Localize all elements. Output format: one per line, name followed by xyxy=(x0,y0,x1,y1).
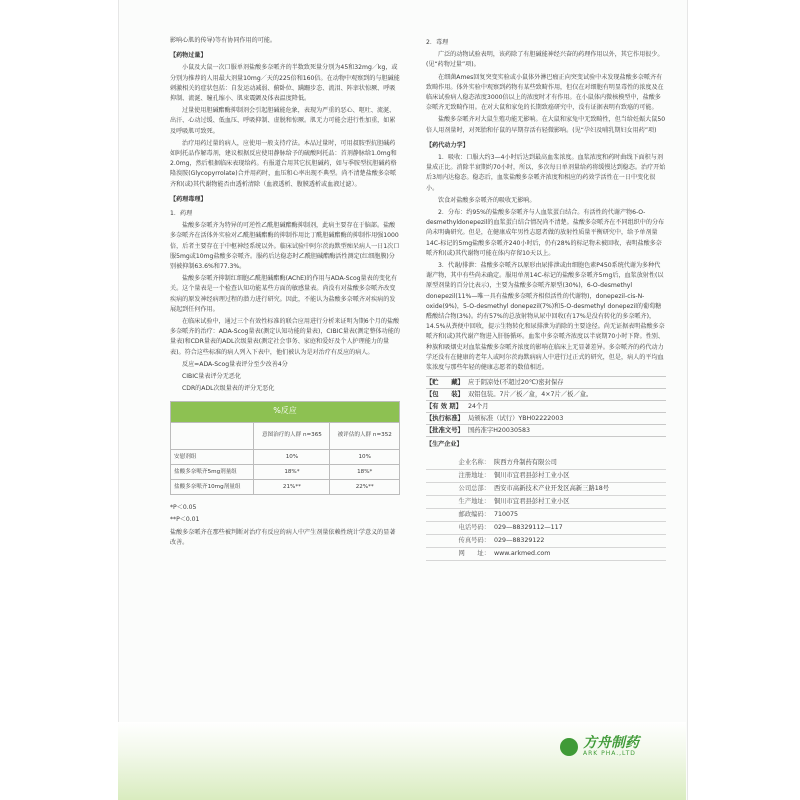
company-row xyxy=(426,470,666,483)
pk-para-1: 1．吸收：口服大约3—4小时后达到最高血浆浓度。血浆浓度和药时曲线下面积与剂量成正比。消除半衰期约70小时，所以，多次每日单剂量给药将缓慢达到稳态。治疗开始后3周内达稳态。稳态后，血浆盐酸多奈哌齐浓度和相应的药效学活性在一日中变化很小。 xyxy=(426,154,666,192)
tox-para-2: 在细菌Ames回复突变实验或小鼠体外淋巴瘤正向突变试验中未发现盐酸多奈哌齐有致畸作用。体外实验中观察到药物有某些致畸作用，但仅在对细胞有明显毒性的浓度及在临床试验病人稳态浓度3000倍以上的浓度时才有作用。在小鼠体内微核模型中，盐酸多奈哌齐无致畸作用。在对大鼠和家兔的长期致癌研究中，没有证据表明有致癌的可能。 xyxy=(426,73,664,112)
package-value: 双铝包装。7片／板／盒，4×7片／板／盒。 xyxy=(468,391,593,399)
cell-value: 18%* xyxy=(254,464,330,479)
pharm-para-2: 盐酸多奈哌齐抑制红细胞乙酰胆碱酯酶(AChE)的作用与ADA-Scog量表的变化有关。这个量表是一个检查认知功能某些方面的敏感量表。尚没有对盐酸多奈哌齐改变疾病的原发神经病理过程的潜力进行研究。因此，不能认为盐酸多奈哌齐对疾病的发展起到任何作用。 xyxy=(170,275,398,313)
cell-value: 10% xyxy=(330,449,400,464)
product-info xyxy=(426,376,666,437)
response-table xyxy=(170,401,400,496)
company-row xyxy=(426,548,666,561)
storage-value: 应于阴凉处(不超过20℃)密封保存 xyxy=(468,379,564,387)
shelf-life-label: 【 有 效 期 】 xyxy=(426,401,468,412)
storage-row xyxy=(426,377,666,389)
company-logo xyxy=(560,736,639,757)
approval-value: 国药准字H20030583 xyxy=(468,427,530,435)
tox-para-1: 广泛的动物试验表明，该药除了有胆碱能神经兴奋的药理作用以外，其它作用很少。(见“药物过量”项)。 xyxy=(426,51,664,69)
note-p001: **P＜0.01 xyxy=(170,516,200,524)
package-label: 【 包 装 】 xyxy=(426,389,468,400)
logo-name: 方舟制药 xyxy=(583,735,639,751)
company-key: 企业名称： xyxy=(458,458,490,466)
pharmacology-heading: 【 药理毒理 】 xyxy=(170,195,207,205)
company-key: 邮政编码： xyxy=(458,510,490,518)
tox-para-3: 盐酸多奈哌齐对大鼠生殖功能无影响。在大鼠和家兔中无致畸性，但当给妊娠大鼠50倍人用剂量时，对死胎和仔鼠的早期存活有轻微影响。(见“孕妇及哺乳期妇女用药”项) xyxy=(426,116,666,134)
company-key: 注册地址： xyxy=(458,471,490,479)
company-key: 生产地址： xyxy=(458,497,490,505)
overdose-para-3: 治疗用药过量的病人，应使用一般支持疗法。本品过量时，可用叔胺型抗胆碱药如阿托品作解毒剂，建议根据反应使用静脉给予的硫酸阿托品：首剂静脉给1.0mg和2.0mg，然后根据临床表现给药。有报道合用其它抗胆碱药，如与季胺型抗胆碱药格隆溴胺(Glycopyrrolate)合并用药时，血压和心率出现不典型。尚不清楚盐酸多奈哌齐和(或)其代谢物能否由透析清除（血液透析、腹膜透析或血液过滤）。 xyxy=(170,139,397,188)
company-info xyxy=(426,457,666,561)
company-key: 网 址： xyxy=(458,549,490,557)
pharmacology-subheading: 1．药理 xyxy=(170,210,193,218)
table-row xyxy=(171,464,400,479)
company-key: 传真号码： xyxy=(458,536,490,544)
pharm-para-1: 盐酸多奈哌齐为特异的可逆性乙酰胆碱酯酶抑制剂，此病主要存在于脑部。盐酸多奈哌齐在活体外实验对乙酰胆碱酯酶的抑制作用比丁酰胆碱酯酶的抑制作用强1000倍，后者主要存在于中枢神经系统以外。临床试验中阿尔茨海默型痴呆病人一日1次口服5mg或10mg盐酸多奈哌齐。服药后达稳态时乙酰胆碱酯酶活性测定(红细胞膜)分别被抑制63.6%和77.3%。 xyxy=(170,222,400,271)
company-value: www.arkmed.com xyxy=(494,549,551,557)
grass-decoration xyxy=(118,722,686,800)
company-key: 电话号码： xyxy=(458,523,490,531)
company-row xyxy=(426,457,666,470)
company-row xyxy=(426,522,666,535)
note-p005: *P＜0.05 xyxy=(170,504,197,512)
overdose-para-1: 小鼠及大鼠一次口服单剂盐酸多奈哌齐的半数致死量分别为45和32mg／kg，或分别为推荐的人用最大剂量10mg／天的225倍和160倍。在动物中观察到的与胆碱能刺激相关的症状包括：自发运动减弱、俯卧位、蹒跚步态、流泪、阵挛状惊厥、呼吸抑制、流涎、瞳孔缩小、肌束震颤及体表温度降低。 xyxy=(170,64,400,103)
row-label: 安慰剂组 xyxy=(171,449,254,464)
criteria-3: CDR的ADL次级量表的评分无恶化 xyxy=(182,385,275,393)
toxicology-heading: 2．毒理 xyxy=(426,39,449,46)
package-row xyxy=(426,389,666,401)
overdose-para-2: 过量使用胆碱酯酶抑制剂会引起胆碱能危象，表现为严重的恶心、呕吐、流涎、出汗、心动过缓、低血压、呼吸抑制、虚脱和惊厥。肌无力可能会进行性加重，如累及呼吸肌可致死。 xyxy=(170,107,396,135)
table-row xyxy=(171,479,400,494)
row-label: 盐酸多奈哌齐10mg剂量组 xyxy=(171,479,254,494)
overdose-heading: 【 药物过量 】 xyxy=(170,51,207,61)
company-key: 公司总部： xyxy=(458,484,490,492)
company-row xyxy=(426,496,666,509)
pk-para-4: 3．代谢/排泄：盐酸多奈哌齐以原形由尿排泄或由细胞色素P450系统代谢为多种代谢产物，其中有些尚未确定。服用单剂14C-标记的盐酸多奈哌齐5mg后，血浆放射性(以原型剂量的百分比表示)，主要为盐酸多奈哌齐原型(30%)，6-O-desmethyl donepezil(11%—唯一具有盐酸多奈哌齐相似活性的代谢物)，donepezil-cis-N-oxide(9%)，5-O-desmethyl donepezil(7%)和5-O-desmethyl donepezil的葡萄糖醛酸结合物(3%)。约有57%的总放射物从尿中回收(有17%是没有转化的多奈哌齐)，14.5%从粪便中回收，提示生物转化和尿排泄为消除的主要途径。尚无证据表明盐酸多奈哌齐和(或)其代谢产物进入肝肠循环。血浆中多奈哌齐浓度以半衰期70小时下降。性别、种族和吸烟史对血浆盐酸多奈哌齐浓度的影响在临床上无显著差异。多奈哌齐的药代动力学还没有在健康的老年人或阿尔茨海默病病人中进行过正式的研究，但是，病人的平均血浆浓度与那些年轻的健康志愿者的数值相近。 xyxy=(426,262,665,372)
table-caption: %反应 xyxy=(171,401,400,422)
company-row xyxy=(426,509,666,522)
company-row xyxy=(426,535,666,548)
standard-value: 局颁标准（试行）YBH02222003 xyxy=(468,415,564,423)
approval-label: 【 批准文号 】 xyxy=(426,425,468,436)
shelf-life-value: 24个月 xyxy=(468,403,489,411)
logo-subtitle: ARK PHA.,LTD xyxy=(583,750,636,757)
table-header-itt: 意图治疗的人群 n=365 xyxy=(254,422,330,449)
cell-value: 18%* xyxy=(330,464,400,479)
ark-logo-icon xyxy=(560,738,578,756)
shelf-life-row xyxy=(426,401,666,413)
company-value: 029—88329112—117 xyxy=(494,523,563,531)
company-value: 西安市高新技术产业开发区高新三路18号 xyxy=(494,484,610,492)
standard-label: 【 执行标准 】 xyxy=(426,413,468,424)
table-header-blank xyxy=(171,422,254,449)
cell-value: 22%** xyxy=(330,479,400,494)
right-column xyxy=(426,36,666,561)
company-value: 铜川市宜君县彭村工业小区 xyxy=(494,471,570,479)
table-row xyxy=(171,449,400,464)
company-value: 陕西方舟制药有限公司 xyxy=(494,458,557,466)
company-row xyxy=(426,483,666,496)
row-label: 盐酸多奈哌齐5mg剂量组 xyxy=(171,464,254,479)
pk-para-2: 饮食对盐酸多奈哌齐的吸收无影响。 xyxy=(438,196,536,204)
producer-heading: 【 生产企业 】 xyxy=(426,440,463,450)
cell-value: 21%** xyxy=(254,479,330,494)
company-value: 铜川市宜君县彭村工业小区 xyxy=(494,497,570,505)
company-value: 710075 xyxy=(494,510,519,518)
criteria-1: 反应=ADA-Scog量表评分至少改善4分 xyxy=(182,360,288,368)
company-value: 029—88329122 xyxy=(494,536,545,544)
pk-para-3: 2．分布：约95%的盐酸多奈哌齐与人血浆蛋白结合。有活性的代谢产物6-O-desmethyldonepezil的血浆蛋白结合情况尚不清楚。盐酸多奈哌齐在不同组织中的分布尚未明确研究。但是，在健康成年男性志愿者做的放射性质量平衡研究中，给予单剂量14C-标记的5mg盐酸多奈哌齐240小时后，仍有28%的标记物未被回收，表明盐酸多奈哌齐和(或)其代谢物可能在体内存留10天以上。 xyxy=(426,209,665,257)
table-header-evaluated: 被评估的人群 n=352 xyxy=(330,422,400,449)
closing-text: 盐酸多奈哌齐在那些被判断对治疗有反应的病人中产生剂量依赖性统计学意义的显著改善。 xyxy=(170,528,396,546)
pharmacokinetics-heading: 【 药代动力学 】 xyxy=(426,141,469,151)
left-column xyxy=(170,36,400,550)
pharm-para-3: 在临床试验中，通过三个有效性标准的联合应用进行分析来证明为期6个月的盐酸多奈哌齐的治疗：ADA-Scog量表(测定认知功能的量表)，CIBIC量表(测定整体功能的量表)和CDR量表的ADL次级量表(测定社会事务、家庭和爱好及个人护理能力的量表)。符合这些标准的病人列入下表中，他们被认为是对治疗有反应的病人。 xyxy=(170,318,400,356)
intro-text: 影响心肌的传导)等有协同作用的可能。 xyxy=(170,37,276,44)
storage-label: 【 贮 藏 】 xyxy=(426,377,468,388)
cell-value: 10% xyxy=(254,449,330,464)
approval-row xyxy=(426,425,666,437)
criteria-2: CIBIC量表评分无恶化 xyxy=(182,373,241,381)
standard-row xyxy=(426,413,666,425)
